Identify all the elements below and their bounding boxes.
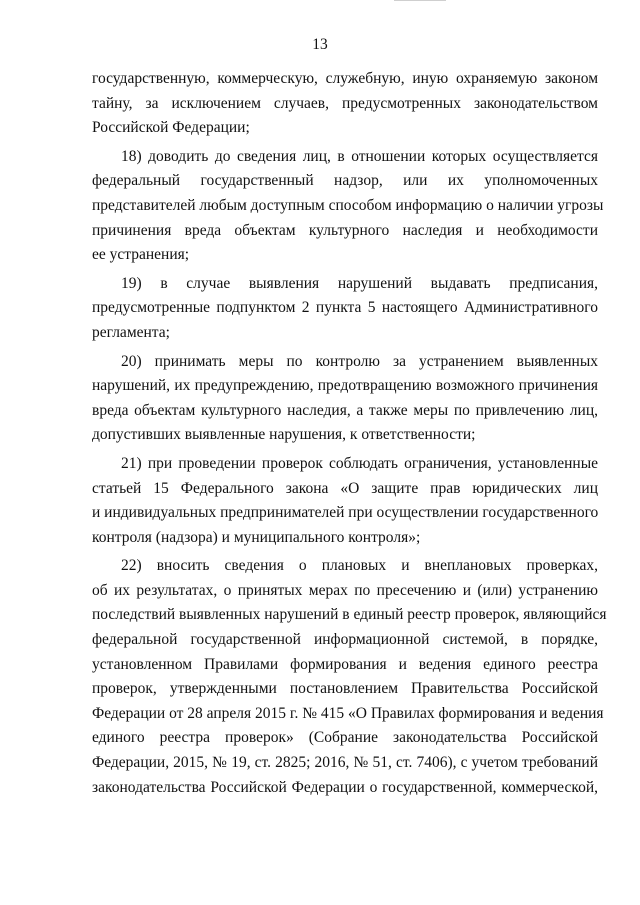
paragraph-item-18 bbox=[92, 145, 604, 268]
text-line: федеральной государственной информационной системой, в порядке, bbox=[92, 631, 598, 649]
text-line: установленном Правилами формирования и ведения единого реестра bbox=[92, 655, 598, 673]
text-line: предусмотренные подпунктом 2 пункта 5 настоящего Административного bbox=[92, 299, 598, 317]
text-line: Российской Федерации; bbox=[92, 119, 250, 137]
body-text bbox=[92, 67, 607, 800]
paragraph-item-21 bbox=[92, 452, 598, 550]
text-line: государственную, коммерческую, служебную, иную охраняемую законом bbox=[92, 70, 598, 87]
text-line: проверок, утвержденными постановлением Правительства Российской bbox=[92, 680, 598, 698]
scan-edge-mark bbox=[394, 0, 446, 1]
text-line: Федерации, 2015, № 19, ст. 2825; 2016, № 51, ст. 7406), с учетом требований bbox=[92, 754, 598, 772]
text-line: контроля (надзора) и муниципального контроля»; bbox=[92, 528, 421, 546]
text-line: федеральный государственный надзор, или их уполномоченных bbox=[92, 172, 598, 190]
text-line: статьей 15 Федерального закона «О защите прав юридических лиц bbox=[92, 479, 598, 497]
paragraph-continuation bbox=[92, 67, 598, 141]
text-line: об их результатах, о принятых мерах по пресечению и (или) устранению bbox=[92, 581, 598, 599]
page-number: 13 bbox=[312, 36, 328, 53]
paragraph-item-19 bbox=[92, 272, 598, 346]
text-line: вреда объектам культурного наследия, а также меры по привлечению лиц, bbox=[92, 401, 598, 419]
text-line: последствий выявленных нарушений в единый реестр проверок, являющийся bbox=[92, 606, 607, 624]
text-line: нарушений, их предупреждению, предотвращению возможного причинения bbox=[92, 377, 598, 395]
text-line: причинения вреда объектам культурного наследия и необходимости bbox=[92, 221, 598, 239]
text-line: 18) доводить до сведения лиц, в отношении которых осуществляется bbox=[121, 147, 598, 165]
text-line: Федерации от 28 апреля 2015 г. № 415 «О Правилах формирования и ведения bbox=[92, 704, 604, 722]
paragraph-item-20 bbox=[92, 350, 598, 448]
text-line: ее устранения; bbox=[92, 246, 190, 264]
text-line: 20) принимать меры по контролю за устранением выявленных bbox=[121, 352, 598, 370]
text-line: и индивидуальных предпринимателей при осуществлении государственного bbox=[92, 504, 599, 522]
text-line: 22) вносить сведения о плановых и внеплановых проверках, bbox=[121, 557, 598, 575]
text-line: регламента; bbox=[92, 323, 170, 341]
text-line: единого реестра проверок» (Собрание законодательства Российской bbox=[92, 729, 598, 747]
text-line: тайну, за исключением случаев, предусмотренных законодательством bbox=[92, 94, 598, 112]
paragraph-item-22 bbox=[92, 554, 607, 800]
text-line: 19) в случае выявления нарушений выдавать предписания, bbox=[121, 274, 598, 292]
text-line: законодательства Российской Федерации о государственной, коммерческой, bbox=[92, 778, 598, 796]
text-line: допустивших выявленные нарушения, к ответственности; bbox=[92, 426, 476, 444]
text-line: представителей любым доступным способом информацию о наличии угрозы bbox=[92, 196, 604, 214]
text-line: 21) при проведении проверок соблюдать ограничения, установленные bbox=[121, 454, 598, 472]
